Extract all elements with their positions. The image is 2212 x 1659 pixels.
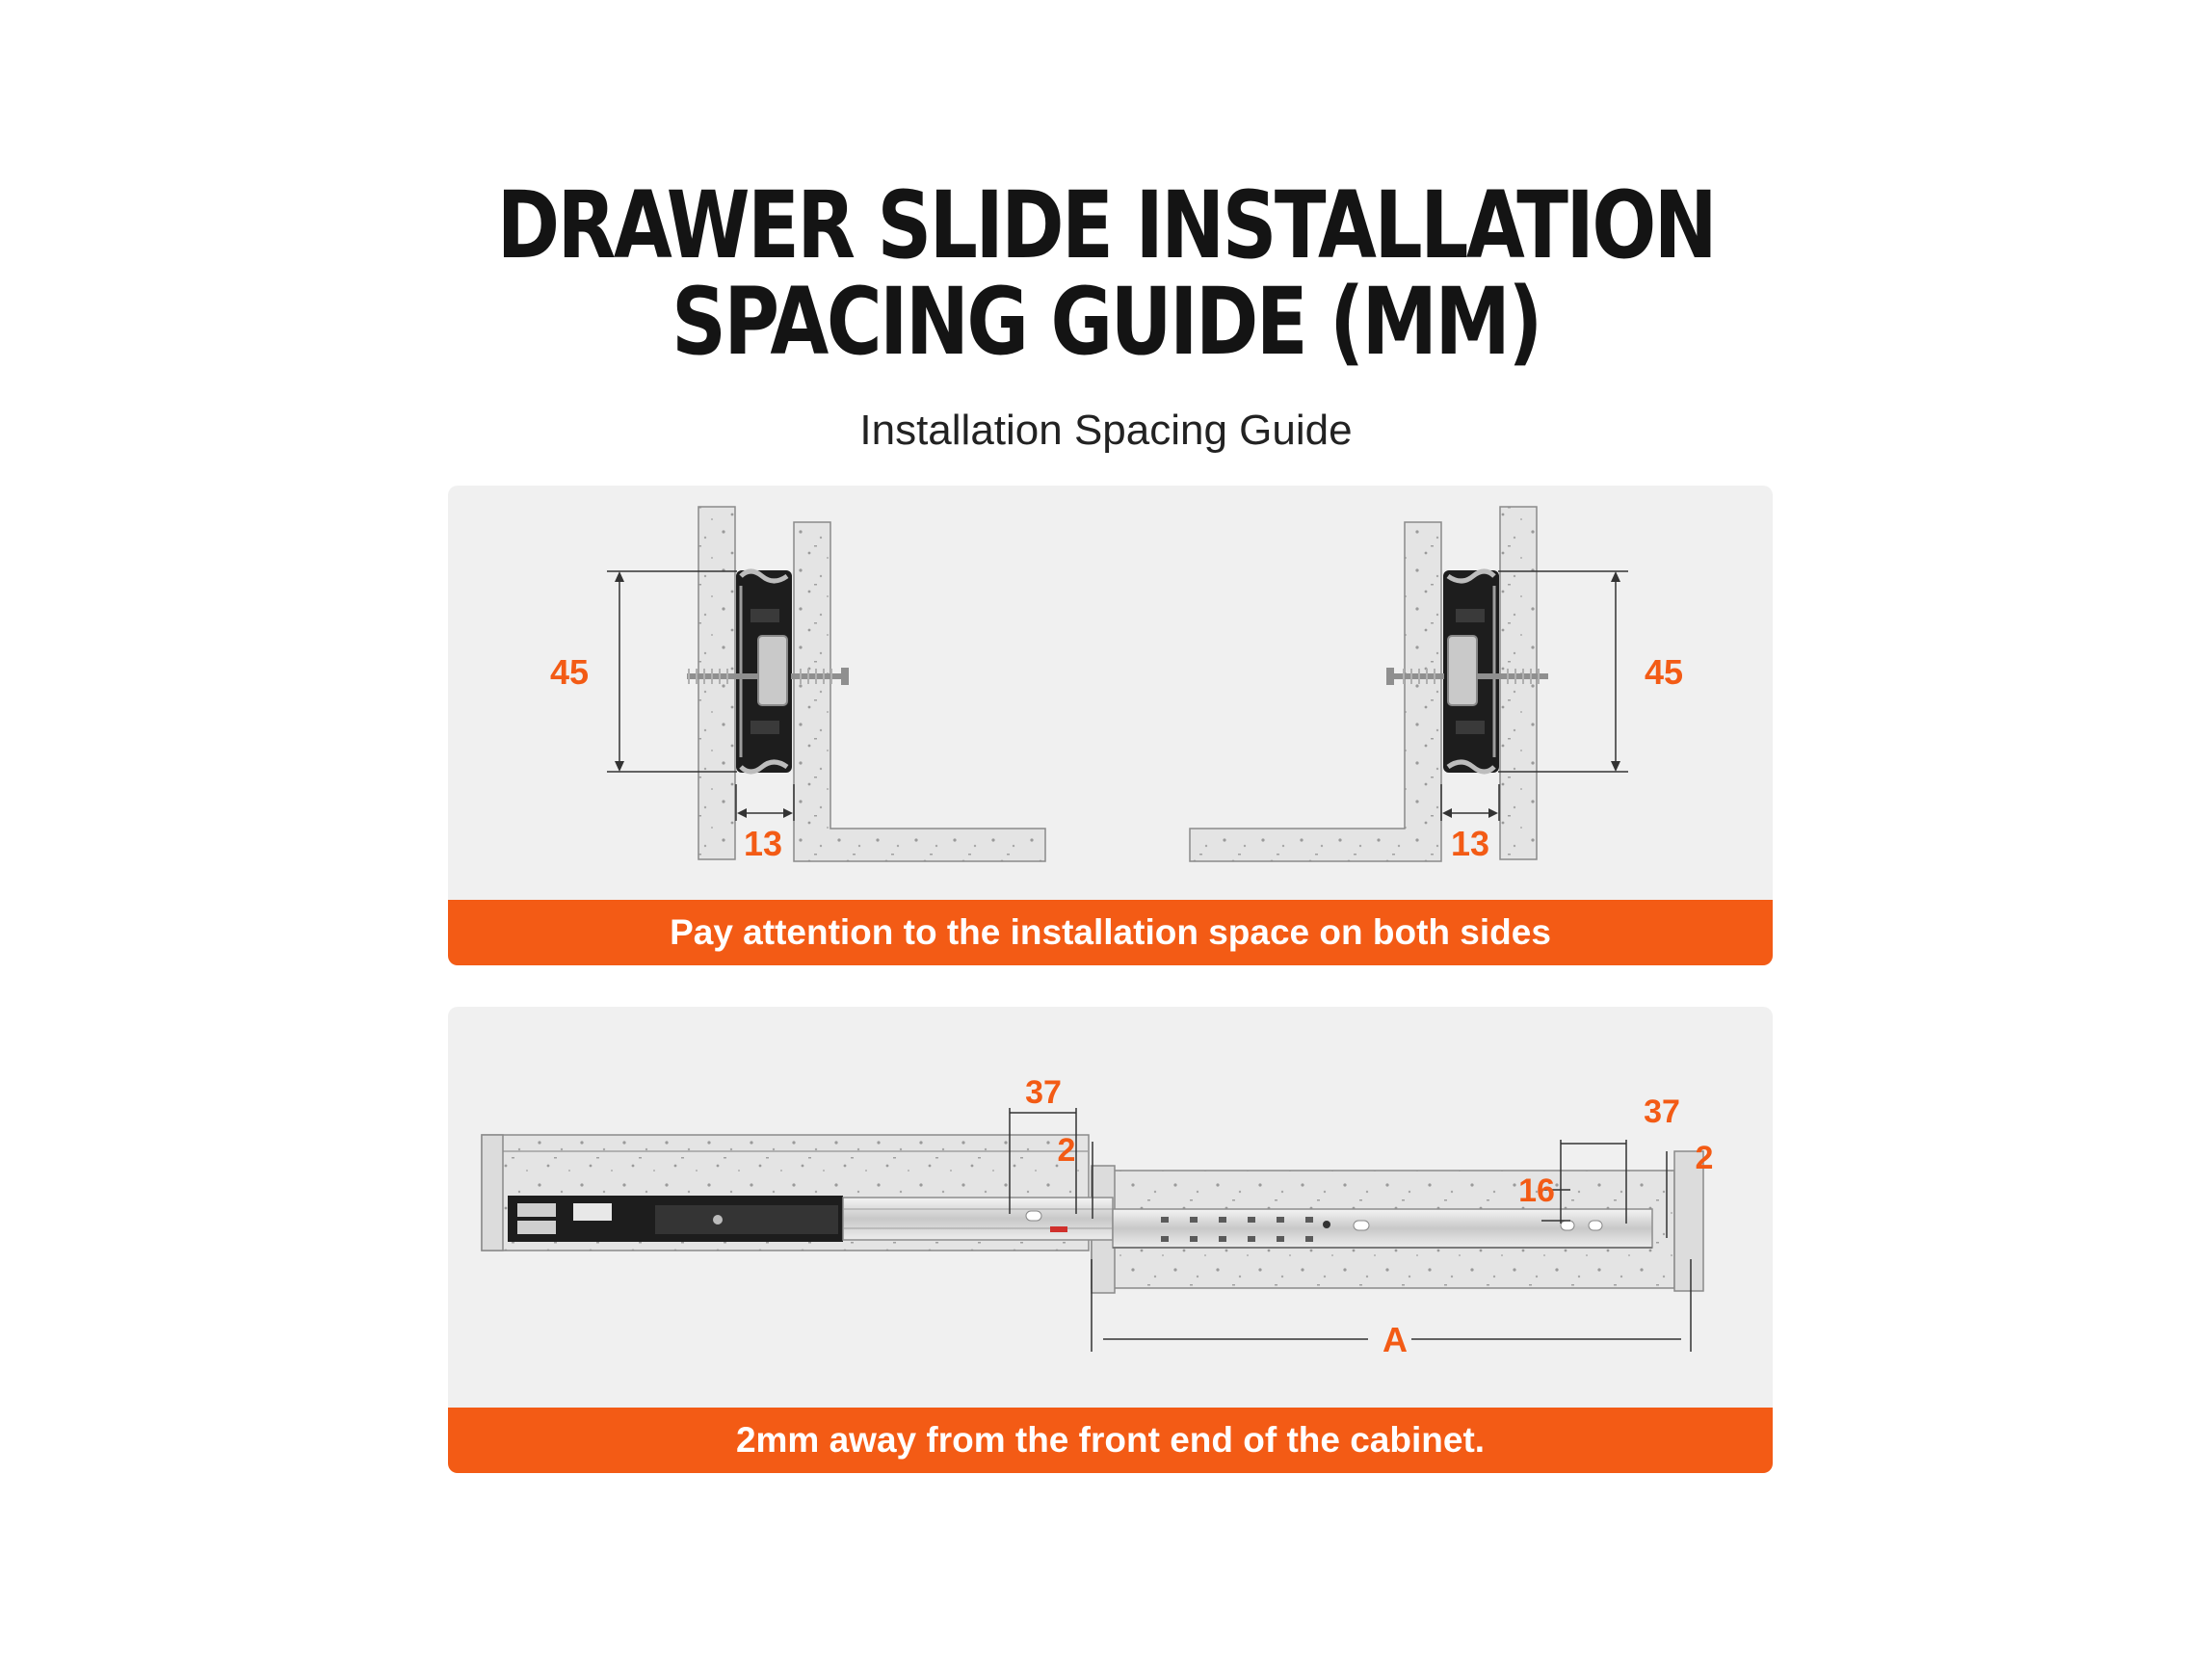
right-gap-dimension [1441, 784, 1499, 821]
rear-vertical-label: 16 [1518, 1172, 1555, 1209]
side-view-banner: 2mm away from the front end of the cabinet. [448, 1408, 1773, 1473]
left-slide-profile [736, 570, 792, 773]
slide-middle-rail [843, 1198, 1113, 1240]
right-height-label: 45 [1644, 652, 1684, 692]
right-drawer-side [1190, 522, 1441, 861]
right-slide-profile [1443, 570, 1499, 773]
rear-hole-label: 37 [1644, 1093, 1680, 1130]
right-assembly [1190, 507, 1683, 863]
cross-section-diagram [448, 486, 1773, 965]
page-subtitle: Installation Spacing Guide [859, 407, 1353, 454]
side-view-panel [448, 1007, 1773, 1473]
front-hole-label: 37 [1025, 1074, 1062, 1111]
left-drawer-side [794, 522, 1045, 861]
cross-section-panel [448, 486, 1773, 965]
cross-section-banner: Pay attention to the installation space on both sides [448, 900, 1773, 965]
page-title-line2: SPACING GUIDE (MM) [672, 268, 1540, 376]
front-offset-label: 2 [1057, 1132, 1076, 1169]
left-gap-dimension [736, 784, 794, 821]
length-label: A [1382, 1320, 1408, 1359]
left-height-label: 45 [549, 652, 590, 692]
right-gap-label: 13 [1450, 824, 1490, 863]
left-assembly [550, 507, 1045, 863]
page-title-line1: DRAWER SLIDE INSTALLATION [496, 171, 1716, 279]
rear-offset-label: 2 [1695, 1140, 1714, 1176]
side-view-diagram [448, 1007, 1773, 1473]
left-gap-label: 13 [743, 824, 783, 863]
